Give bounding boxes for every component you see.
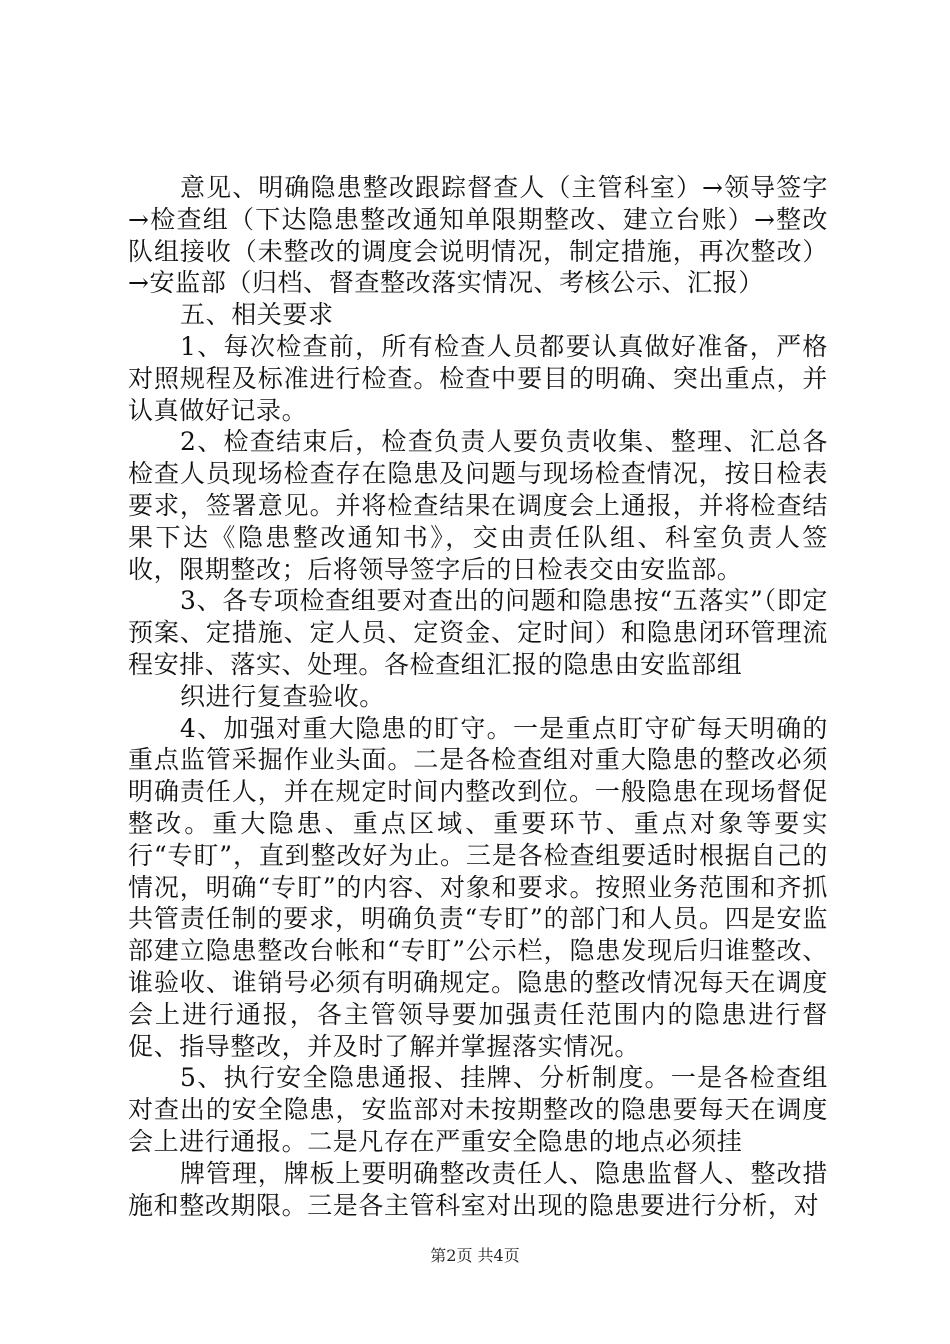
page-footer: 第2页 共4页 — [430, 1246, 520, 1265]
paragraph-item-4: 4、加强对重大隐患的盯守。一是重点盯守矿每天明确的重点监管采掘作业头面。二是各检查组对重大隐患的整改必须明确责任人，并在规定时间内整改到位。一般隐患在现场督促整改。重大隐患、重点区域、重要环节、重点对象等要实行“专盯”，直到整改好为止。三是各检查组要适时根据自己的情况，明确“专盯”的内容、对象和要求。按照业务范围和齐抓共管责任制的要求，明确负责“专盯”的部门和人员。四是安监部建立隐患整改台帐和“专盯”公示栏，隐患发现后归谁整改、谁验收、谁销号必须有明确规定。隐患的整改情况每天在调度会上进行通报，各主管领导要加强责任范围内的隐患进行督促、指导整改，并及时了解并掌握落实情况。 — [128, 713, 828, 1061]
section-heading: 五、相关要求 — [180, 300, 334, 330]
paragraph-item-2: 2、检查结束后，检查负责人要负责收集、整理、汇总各检查人员现场检查存在隐患及问题与现场检查情况，按日检表要求，签署意见。并将检查结果在调度会上通报，并将检查结果下达《隐患整改通知书》，交由责任队组、科室负责人签收，限期整改；后将领导签字后的日检表交由安监部。 — [128, 427, 828, 584]
paragraph-item-1: 1、每次检查前，所有检查人员都要认真做好准备，严格对照规程及标准进行检查。检查中要目的明确、突出重点，并认真做好记录。 — [128, 331, 828, 425]
paragraph-continuation: 意见、明确隐患整改跟踪督查人（主管科室）→领导签字→检查组（下达隐患整改通知单限期整改、建立台账）→整改队组接收（未整改的调度会说明情况，制定措施，再次整改）→安监部（归档、督查整改落实情况、考核公示、汇报） — [128, 173, 828, 298]
document-body — [128, 172, 828, 1221]
paragraph-item-5: 5、执行安全隐患通报、挂牌、分析制度。一是各检查组对查出的安全隐患，安监部对未按期整改的隐患要每天在调度会上进行通报。二是凡存在严重安全隐患的地点必须挂 — [128, 1063, 828, 1156]
paragraph-item-3-cont: 织进行复查验收。 — [180, 681, 385, 711]
paragraph-item-5-cont: 牌管理，牌板上要明确整改责任人、隐患监督人、整改措施和整改期限。三是各主管科室对出现的隐患要进行分析，对 — [128, 1158, 828, 1220]
paragraph-item-3: 3、各专项检查组要对查出的问题和隐患按“五落实”（即定预案、定措施、定人员、定资金、定时间）和隐患闭环管理流程安排、落实、处理。各检查组汇报的隐患由安监部组 — [128, 586, 828, 679]
